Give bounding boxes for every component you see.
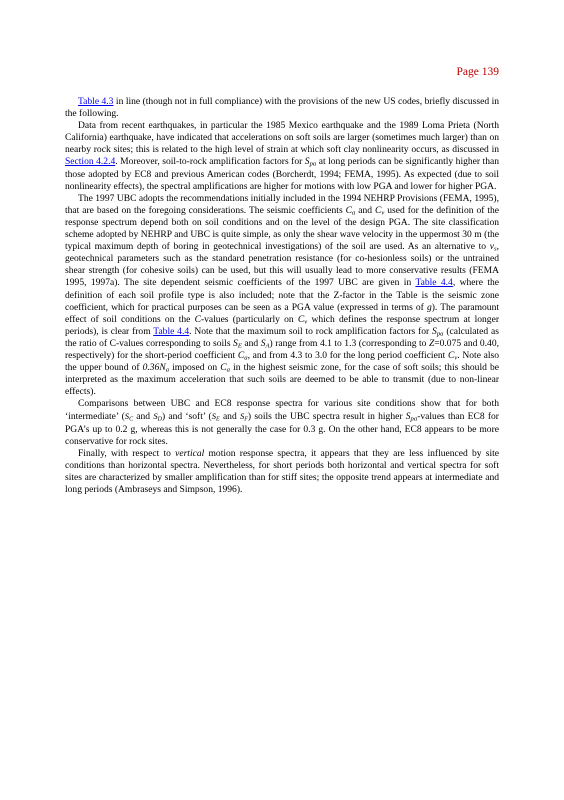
text-run: Finally, with respect to xyxy=(78,447,176,459)
symbol-subscript: C xyxy=(129,416,134,423)
text-run: ) soils the UBC spectra result in higher xyxy=(247,411,406,423)
symbol-base: S xyxy=(233,337,238,349)
symbol-subscript: a xyxy=(244,354,248,362)
text-run: , and from 4.3 to 3.0 for the long period coefficient xyxy=(247,349,448,361)
text-run: ). The paramount effect of soil conditions on the xyxy=(65,301,499,325)
text-run: motion response spectra, it appears that they are less influenced by site conditions than horizontal spectra. Nevertheless, for short periods both horizontal and vertical spectra for soft sites are characterized by smaller amplification than for stiff sites; the opposite trend appears at intermediate and long periods (Ambraseys and Simpson, 1996). xyxy=(65,447,500,495)
table-4-3-link[interactable]: Table 4.3 xyxy=(78,96,114,107)
symbol-sf xyxy=(240,411,248,421)
section-4-2-4-link[interactable]: Section 4.2.4 xyxy=(65,156,116,168)
paragraph-3 xyxy=(65,193,499,399)
symbol-spa xyxy=(305,156,316,167)
symbol-base: S xyxy=(211,411,217,422)
text-run: . Note also the upper bound of xyxy=(65,349,499,374)
symbol-subscript: D xyxy=(157,416,162,423)
text-run: and xyxy=(133,411,154,423)
symbol-subscript: pa xyxy=(410,416,418,424)
emphasis-vertical: vertical xyxy=(175,447,205,459)
symbol-spa xyxy=(406,411,417,422)
paragraph-1 xyxy=(65,96,499,120)
symbol-base: S xyxy=(304,156,310,168)
symbol-subscript: a xyxy=(226,366,230,374)
text-run: Comparisons between UBC and EC8 response spectra for various site conditions show that for both ‘intermediate’ ( xyxy=(65,398,499,423)
text-run: Data from recent earthquakes, in particular the 1985 Mexico earthquake and the 1989 Loma Prieta (North California) earthquake, have indicated that accelerations on soft soils are larger (sometimes much larger) than on nearby rock sites; this is related to the high level of strain at which soft clay nonlinearity occurs, as discussed in xyxy=(65,120,499,156)
symbol-subscript: E xyxy=(216,416,220,423)
text-run: and xyxy=(355,204,375,216)
symbol-se xyxy=(212,411,220,421)
paragraph-2 xyxy=(65,120,499,193)
text-run: which defines the response spectrum at longer periods), is clear from xyxy=(65,313,499,337)
symbol-base: C xyxy=(220,362,227,374)
symbol-base: C xyxy=(237,349,245,361)
text-run: , where the definition of each soil profile type is also included; note that the Z-factor in the Table is the seismic zone coefficient, which for practical purposes can be seen as a PGA value (expressed in terms of xyxy=(65,277,499,313)
text-run: . Moreover, soil-to-rock amplification factors for xyxy=(115,156,305,168)
symbol-se xyxy=(233,338,242,349)
paragraph-4 xyxy=(65,398,499,447)
body-text xyxy=(65,96,499,496)
paragraph-1-text: in line (though not in full compliance) with the provisions of the new US codes, briefly discussed in the following. xyxy=(65,96,499,120)
symbol-base: S xyxy=(432,325,437,337)
text-run: and xyxy=(241,337,261,349)
symbol-subscript: a xyxy=(351,209,356,217)
text-run: The 1997 UBC adopts the recommendations initially included in the 1994 NEHRP Provisions (FEMA, 1995), that are based on the foregoing considerations. The seismic coefficients xyxy=(65,192,499,216)
symbol-base: S xyxy=(153,411,158,422)
symbol-sc xyxy=(125,411,133,421)
text-run: (calculated as the ratio of C-values corresponding to soils xyxy=(65,325,499,349)
symbol-base: S xyxy=(260,337,266,349)
symbol-z: Z xyxy=(428,337,435,349)
symbol-cv xyxy=(298,314,307,325)
symbol-base: C xyxy=(375,204,382,216)
symbol-sa xyxy=(261,338,270,349)
text-run: used for the definition of the response spectrum depend both on soil conditions and on the level of the design PGA. The site classification scheme adopted by NEHRP and UBC is quite simple, as only the shear wave velocity in the uppermost 30 m (the typical maximum depth of boring in geotechnical investigations) of the soil are used. As an alternative to xyxy=(65,204,500,253)
text-run: imposed on xyxy=(169,362,221,374)
symbol-subscript: v xyxy=(304,318,308,326)
symbol-base: C xyxy=(447,349,455,361)
symbol-cv xyxy=(375,205,384,216)
text-run: and xyxy=(219,411,240,423)
symbol-subscript: pa xyxy=(309,161,317,169)
symbol-base: 0.36N xyxy=(142,362,166,374)
symbol-subscript: E xyxy=(237,342,242,350)
symbol-ca xyxy=(238,350,248,361)
symbol-vs xyxy=(490,241,497,252)
symbol-subscript: pa xyxy=(436,330,444,338)
symbol-g: g xyxy=(426,301,432,313)
symbol-subscript: s xyxy=(494,245,497,253)
symbol-sd xyxy=(153,411,162,421)
symbol-na xyxy=(143,362,169,373)
symbol-c: C xyxy=(194,313,201,325)
paragraph-5 xyxy=(65,448,499,496)
symbol-cv xyxy=(448,350,457,361)
symbol-spa xyxy=(432,326,443,337)
text-run: =0.075 and 0.40, respectively) for the short-period coefficient xyxy=(65,337,499,361)
table-4-4-link[interactable]: Table 4.4 xyxy=(153,325,190,337)
symbol-subscript: A xyxy=(265,342,270,350)
symbol-subscript: a xyxy=(165,366,170,374)
symbol-subscript: F xyxy=(244,416,248,423)
symbol-base: C xyxy=(345,204,352,216)
text-run: -values than EC8 for PGA’s up to 0.2 g, whereas this is not generally the case for 0.3 g. On the other hand, EC8 appears to be more conservative for rock sites. xyxy=(65,411,499,447)
table-4-4-link[interactable]: Table 4.4 xyxy=(415,277,453,289)
symbol-subscript: v xyxy=(381,209,385,217)
text-run: in the highest seismic zone, for the case of soft soils; this should be interpreted as the maximum acceleration that such soils are deemed to be able to transmit (due to non-linear effects). xyxy=(65,362,499,398)
symbol-ca xyxy=(346,205,356,216)
page-number: Page 139 xyxy=(456,66,499,78)
text-run: , geotechnical parameters such as the standard penetration resistance (for co-hesionless soils) or the untrained shear strength (for cohesive soils) can be used, but this will usually lead to more conservative results (FEMA 1995, 1997a). The site dependent seismic coefficients of the 1997 UBC are given in xyxy=(65,241,499,289)
text-run: -values (particularly on xyxy=(200,313,298,325)
text-run: . Note that the maximum soil to rock amplification factors for xyxy=(189,325,433,337)
symbol-base: S xyxy=(124,411,130,422)
text-run: ) range from 4.1 to 1.3 (corresponding to xyxy=(269,337,429,349)
symbol-subscript: v xyxy=(454,354,458,362)
symbol-base: C xyxy=(297,313,305,325)
symbol-base: S xyxy=(405,411,411,423)
symbol-base: S xyxy=(239,411,245,422)
symbol-ca xyxy=(220,362,230,373)
text-run: at long periods can be significantly higher than those adopted by EC8 and previous American codes (Borcherdt, 1994; FEMA, 1995). As expected (due to soil nonlinearity effects), the spectral amplifications are higher for motions with low PGA and lower for higher PGA. xyxy=(65,156,499,192)
symbol-base: v xyxy=(489,241,494,253)
text-run: ) and ‘soft’ ( xyxy=(161,411,212,423)
